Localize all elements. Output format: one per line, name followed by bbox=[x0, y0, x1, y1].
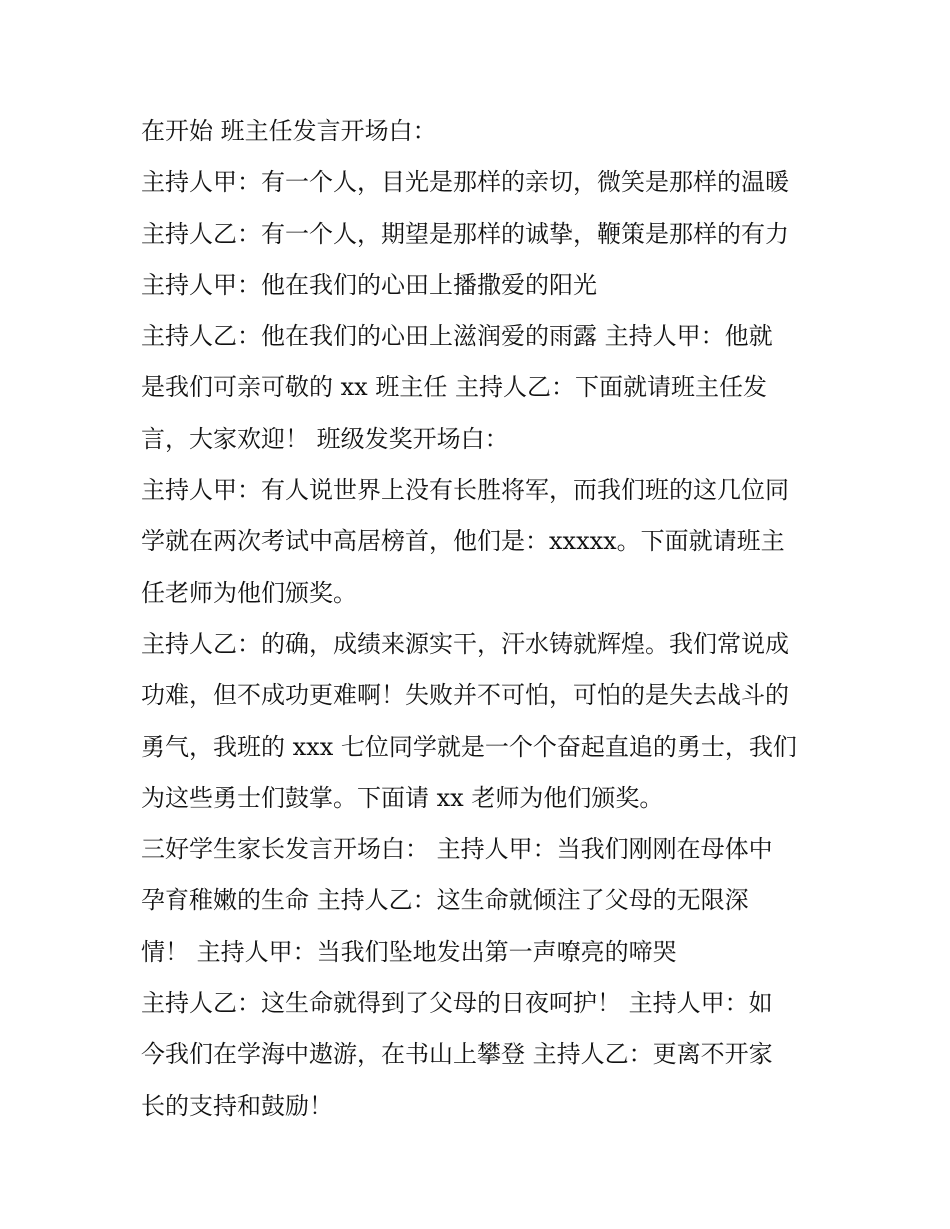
text-line: 主持人乙：的确，成绩来源实干，汗水铸就辉煌。我们常说成 bbox=[141, 629, 789, 658]
text-line: 为这些勇士们鼓掌。下面请 xx 老师为他们颁奖。 bbox=[141, 783, 664, 812]
text-line: 主持人甲：有一个人，目光是那样的亲切，微笑是那样的温暖 bbox=[141, 168, 789, 197]
text-line: 言，大家欢迎！ 班级发奖开场白： bbox=[141, 424, 509, 453]
text-line: 主持人乙：他在我们的心田上滋润爱的雨露 主持人甲：他就 bbox=[141, 322, 773, 351]
text-line: 情！ 主持人甲：当我们坠地发出第一声嘹亮的啼哭 bbox=[141, 937, 677, 966]
text-line: 主持人乙：有一个人，期望是那样的诚挚，鞭策是那样的有力 bbox=[141, 219, 789, 248]
text-line: 是我们可亲可敬的 xx 班主任 主持人乙：下面就请班主任发 bbox=[141, 373, 767, 402]
text-line: 勇气，我班的 xxx 七位同学就是一个个奋起直追的勇士，我们 bbox=[141, 732, 797, 761]
text-line: 在开始 班主任发言开场白： bbox=[141, 117, 437, 145]
text-line: 主持人甲：有人说世界上没有长胜将军，而我们班的这几位同 bbox=[141, 476, 789, 505]
text-line: 主持人乙：这生命就得到了父母的日夜呵护！ 主持人甲：如 bbox=[141, 989, 773, 1018]
text-line: 任老师为他们颁奖。 bbox=[141, 578, 357, 607]
text-line: 三好学生家长发言开场白： 主持人甲：当我们刚刚在母体中 bbox=[141, 835, 773, 864]
text-line: 长的支持和鼓励！ bbox=[141, 1091, 333, 1120]
text-line: 功难，但不成功更难啊！失败并不可怕，可怕的是失去战斗的 bbox=[141, 681, 789, 710]
text-line: 今我们在学海中遨游，在书山上攀登 主持人乙：更离不开家 bbox=[141, 1040, 773, 1069]
text-line: 主持人甲：他在我们的心田上播撒爱的阳光 bbox=[141, 270, 597, 299]
document-body bbox=[141, 106, 831, 1132]
text-line: 学就在两次考试中高居榜首，他们是：xxxxx。下面就请班主 bbox=[141, 527, 785, 556]
text-line: 孕育稚嫩的生命 主持人乙：这生命就倾注了父母的无限深 bbox=[141, 886, 749, 915]
